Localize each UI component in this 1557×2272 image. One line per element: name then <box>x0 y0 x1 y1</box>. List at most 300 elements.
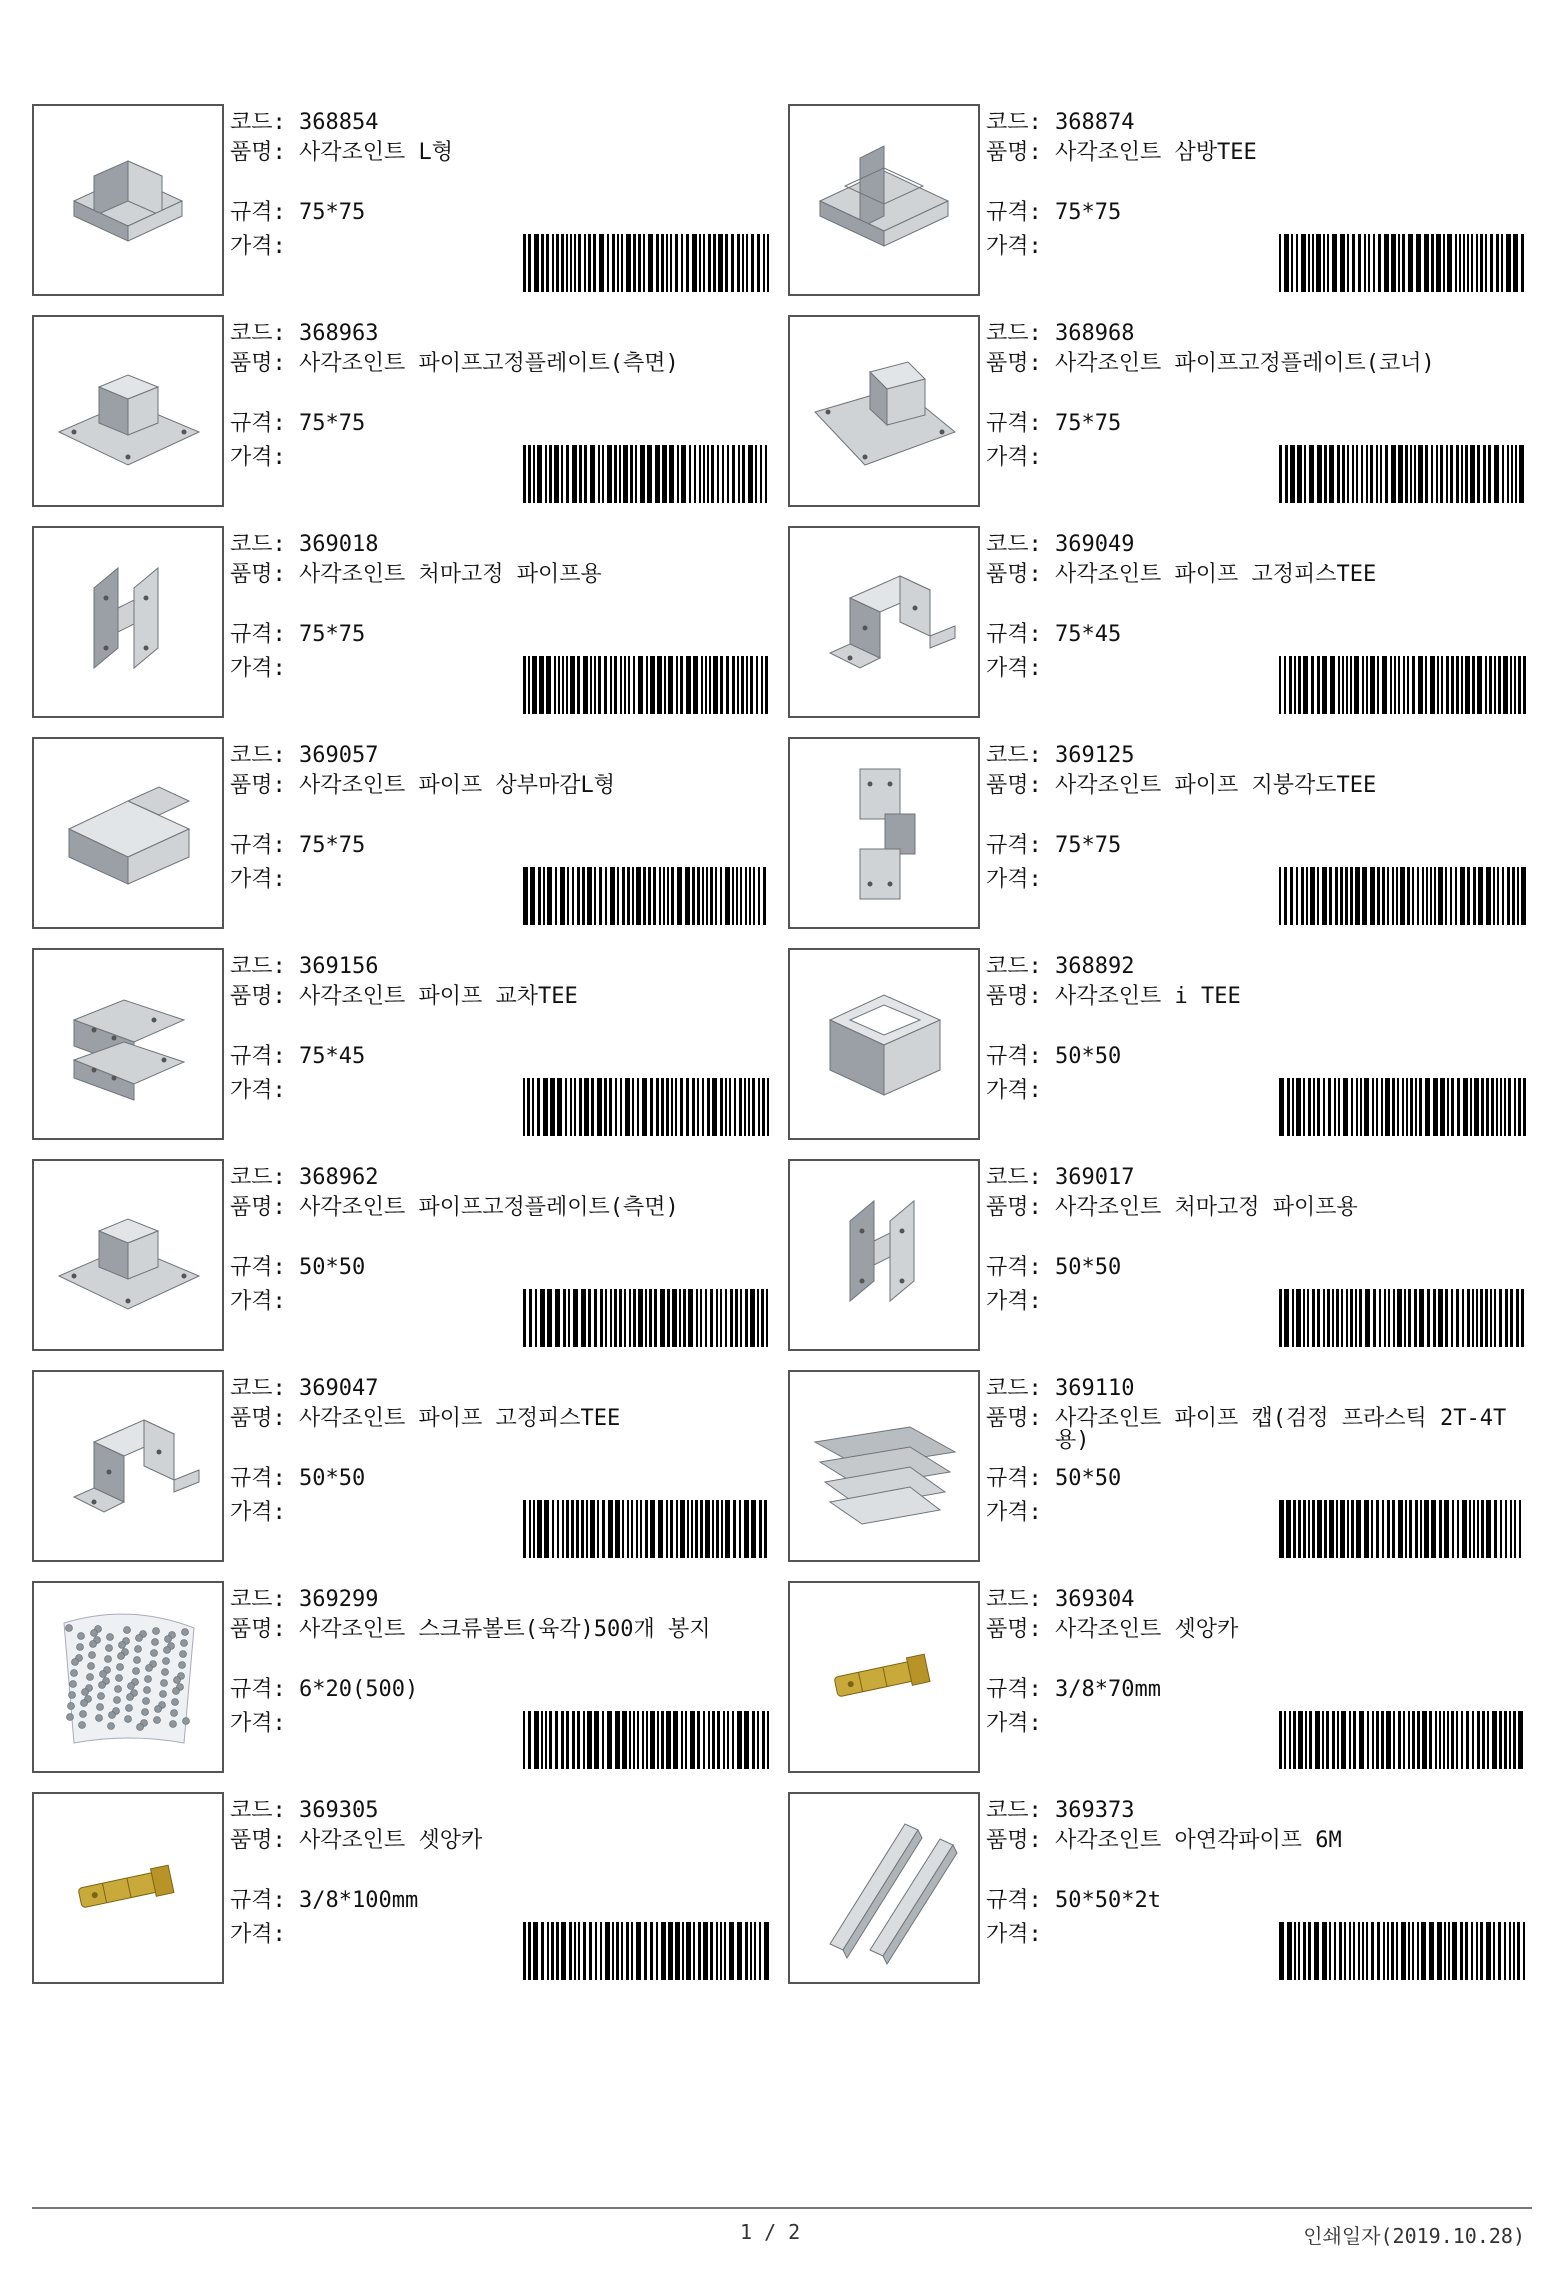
barcode-bar <box>1409 1500 1412 1558</box>
barcode-bar <box>1451 1289 1453 1347</box>
price-label: 가격: <box>230 656 299 681</box>
barcode-bar <box>671 867 674 925</box>
barcode-bar <box>1450 867 1452 925</box>
barcode-bar <box>1345 867 1348 925</box>
barcode <box>1279 1711 1527 1769</box>
barcode-bar <box>1507 445 1509 503</box>
product-image <box>32 1370 224 1562</box>
barcode-bar <box>604 1078 607 1136</box>
barcode-bar <box>594 867 596 925</box>
barcode-bar <box>727 1711 729 1769</box>
barcode-bar <box>1486 867 1491 925</box>
product-image <box>32 1581 224 1773</box>
product-name: 사각조인트 스크류볼트(육각)500개 봉지 <box>299 1617 711 1642</box>
barcode-bar <box>1513 1922 1515 1980</box>
barcode-bar <box>571 1500 574 1558</box>
barcode-bar <box>1296 234 1298 292</box>
product-spec: 75*75 <box>299 411 366 436</box>
barcode <box>1279 1500 1527 1558</box>
barcode-bar <box>1398 1500 1403 1558</box>
barcode-bar <box>755 445 757 503</box>
barcode-bar <box>1354 656 1359 714</box>
barcode-bar <box>1310 867 1315 925</box>
barcode-bar <box>1365 1289 1370 1347</box>
barcode-bar <box>545 445 547 503</box>
barcode-bar <box>537 1500 542 1558</box>
barcode-bar <box>1496 1078 1498 1136</box>
barcode-bar <box>1511 445 1513 503</box>
barcode-bar <box>749 867 751 925</box>
barcode-bar <box>1430 656 1435 714</box>
product-row <box>32 315 1532 507</box>
product-image <box>32 526 224 718</box>
barcode-bar <box>1368 234 1370 292</box>
product-spec-line <box>230 1253 365 1283</box>
barcode-bar <box>1303 1078 1305 1136</box>
barcode-bar <box>1362 656 1364 714</box>
barcode-bar <box>707 445 709 503</box>
barcode-bar <box>577 867 580 925</box>
spec-label: 규격: <box>230 1044 299 1069</box>
product-price-line <box>230 1076 299 1106</box>
barcode-bar <box>637 1711 639 1769</box>
barcode-bar <box>643 867 646 925</box>
product-price-line <box>986 865 1055 895</box>
barcode-bar <box>1408 1922 1410 1980</box>
barcode-bar <box>1303 1500 1306 1558</box>
barcode-bar <box>549 445 552 503</box>
barcode-bar <box>653 867 656 925</box>
barcode-bar <box>1377 867 1380 925</box>
product-card <box>788 1581 1533 1773</box>
barcode-bar <box>645 1289 647 1347</box>
barcode-bar <box>1351 1078 1353 1136</box>
barcode-bar <box>1398 234 1400 292</box>
product-code-line <box>986 1585 1134 1615</box>
barcode-bar <box>1371 1500 1373 1558</box>
barcode-bar <box>661 1711 664 1769</box>
barcode-bar <box>692 234 697 292</box>
barcode-bar <box>633 656 635 714</box>
barcode-bar <box>753 867 755 925</box>
barcode-bar <box>632 1078 634 1136</box>
barcode-bar <box>1284 234 1289 292</box>
barcode-bar <box>532 656 537 714</box>
barcode-bar <box>1471 1922 1473 1980</box>
barcode-bar <box>1477 1711 1480 1769</box>
product-info <box>986 1581 1526 1773</box>
barcode-bar <box>686 1922 691 1980</box>
price-label: 가격: <box>230 445 299 470</box>
barcode-bar <box>1514 1500 1516 1558</box>
barcode-bar <box>624 1289 626 1347</box>
barcode-bar <box>604 656 607 714</box>
barcode-bar <box>577 1711 580 1769</box>
barcode-bar <box>1455 234 1457 292</box>
barcode-bar <box>1284 1711 1286 1769</box>
barcode-bar <box>734 1078 736 1136</box>
barcode-bar <box>661 1078 664 1136</box>
barcode-bar <box>1480 1922 1483 1980</box>
barcode-bar <box>676 656 678 714</box>
product-image <box>788 948 980 1140</box>
product-card <box>32 948 777 1140</box>
product-code-line <box>230 1585 378 1615</box>
barcode-bar <box>588 234 591 292</box>
barcode-bar <box>1436 445 1438 503</box>
barcode-bar <box>610 867 615 925</box>
barcode-bar <box>666 1078 669 1136</box>
barcode-bar <box>1323 1289 1325 1347</box>
barcode-bar <box>762 1711 765 1769</box>
barcode-bar <box>1510 1289 1513 1347</box>
price-label: 가격: <box>986 1500 1055 1525</box>
barcode-bar <box>1431 1500 1436 1558</box>
barcode-bar <box>1324 1500 1327 1558</box>
code-label: 코드: <box>230 1798 299 1823</box>
product-name: 사각조인트 L형 <box>299 140 454 165</box>
barcode-bar <box>1498 1922 1501 1980</box>
barcode-bar <box>1290 867 1293 925</box>
i-tee-icon <box>790 950 978 1138</box>
barcode-bar <box>636 1922 641 1980</box>
barcode-bar <box>615 1500 620 1558</box>
name-label: 품명: <box>230 984 299 1009</box>
product-info <box>986 1370 1526 1562</box>
barcode-bar <box>1356 445 1358 503</box>
barcode-bar <box>1385 445 1388 503</box>
product-code-line <box>986 741 1134 771</box>
barcode-bar <box>1467 1289 1470 1347</box>
spec-label: 규격: <box>230 622 299 647</box>
spec-label: 규격: <box>230 1255 299 1280</box>
product-name-line <box>230 1826 770 1856</box>
product-image <box>788 1792 980 1984</box>
barcode-bar <box>1285 445 1288 503</box>
product-spec-line <box>986 1886 1161 1916</box>
barcode-bar <box>1523 656 1526 714</box>
barcode-bar <box>1451 1078 1454 1136</box>
product-price-line <box>230 443 299 473</box>
barcode-bar <box>523 656 526 714</box>
barcode-bar <box>1500 1500 1502 1558</box>
base-plate-icon <box>34 317 222 505</box>
barcode-bar <box>1416 234 1421 292</box>
barcode-bar <box>1340 867 1343 925</box>
barcode-bar <box>1292 1078 1294 1136</box>
name-label: 품명: <box>986 351 1055 376</box>
barcode-bar <box>677 867 682 925</box>
barcode-bar <box>1434 867 1436 925</box>
barcode-bar <box>1443 1711 1445 1769</box>
product-spec: 50*50 <box>1055 1466 1122 1491</box>
barcode-bar <box>627 1500 629 1558</box>
barcode-bar <box>1476 1289 1478 1347</box>
barcode-bar <box>650 1500 655 1558</box>
barcode-bar <box>600 1289 603 1347</box>
barcode-bar <box>681 445 686 503</box>
barcode-bar <box>745 1922 748 1980</box>
product-spec-line <box>230 409 365 439</box>
barcode-bar <box>1447 1711 1449 1769</box>
barcode-bar <box>555 1289 560 1347</box>
barcode-bar <box>723 1711 725 1769</box>
barcode-bar <box>1347 445 1349 503</box>
barcode-bar <box>709 656 711 714</box>
barcode-bar <box>612 1922 614 1980</box>
product-info <box>986 315 1526 507</box>
barcode-bar <box>1450 445 1453 503</box>
barcode-bar <box>1298 1500 1301 1558</box>
product-image <box>788 1581 980 1773</box>
barcode-bar <box>1476 234 1478 292</box>
barcode-bar <box>1514 656 1516 714</box>
barcode-bar <box>758 1078 760 1136</box>
barcode-bar <box>1457 1500 1459 1558</box>
barcode-bar <box>546 234 549 292</box>
barcode-bar <box>666 1500 668 1558</box>
barcode-bar <box>1324 445 1327 503</box>
barcode-bar <box>675 1078 677 1136</box>
barcode-bar <box>1347 1500 1349 1558</box>
barcode-bar <box>1467 234 1469 292</box>
barcode-bar <box>1470 445 1475 503</box>
product-spec-line <box>230 1464 365 1494</box>
barcode-bar <box>529 1500 531 1558</box>
barcode-bar <box>759 1500 762 1558</box>
barcode-bar <box>597 1500 599 1558</box>
screw-bag-icon <box>34 1583 222 1771</box>
barcode-bar <box>1462 1500 1467 1558</box>
product-card <box>32 1370 777 1562</box>
barcode-bar <box>566 234 568 292</box>
barcode-bar <box>692 1078 695 1136</box>
product-card <box>788 1159 1533 1351</box>
code-label: 코드: <box>986 110 1055 135</box>
barcode-bar <box>1332 1289 1334 1347</box>
product-card <box>788 526 1533 718</box>
barcode-bar <box>1466 1711 1469 1769</box>
barcode-bar <box>1485 656 1487 714</box>
barcode-bar <box>628 656 630 714</box>
barcode-bar <box>1312 1500 1315 1558</box>
product-row <box>32 737 1532 929</box>
barcode-bar <box>1391 234 1396 292</box>
barcode-bar <box>621 234 623 292</box>
barcode-bar <box>569 1922 572 1980</box>
barcode-bar <box>1439 1500 1442 1558</box>
barcode-bar <box>1415 1078 1417 1136</box>
pipe-cap-icon <box>790 1372 978 1560</box>
product-image <box>788 104 980 296</box>
barcode-bar <box>1517 1922 1520 1980</box>
barcode-bar <box>1383 1922 1385 1980</box>
barcode-bar <box>1362 1922 1364 1980</box>
spec-label: 규격: <box>230 1888 299 1913</box>
barcode-bar <box>615 1078 617 1136</box>
barcode-bar <box>750 1289 755 1347</box>
barcode-bar <box>1397 1078 1399 1136</box>
barcode-bar <box>710 1922 713 1980</box>
barcode-bar <box>680 656 683 714</box>
barcode-bar <box>1364 1078 1369 1136</box>
product-code-line <box>230 1163 378 1193</box>
code-label: 코드: <box>986 954 1055 979</box>
barcode-bar <box>752 1078 755 1136</box>
barcode-bar <box>1360 1078 1362 1136</box>
barcode-bar <box>534 1711 539 1769</box>
barcode-bar <box>1298 656 1301 714</box>
name-label: 품명: <box>230 1617 299 1642</box>
name-label: 품명: <box>986 140 1055 165</box>
barcode-bar <box>695 1500 698 1558</box>
product-code: 369017 <box>1055 1165 1135 1190</box>
barcode-bar <box>1330 656 1335 714</box>
product-image <box>32 1159 224 1351</box>
product-name-line <box>230 1615 770 1645</box>
barcode <box>523 1289 771 1347</box>
barcode-bar <box>666 1711 671 1769</box>
barcode-bar <box>602 1500 605 1558</box>
barcode-bar <box>1463 1078 1468 1136</box>
code-label: 코드: <box>986 1798 1055 1823</box>
barcode-bar <box>660 1289 665 1347</box>
barcode-bar <box>763 867 766 925</box>
barcode-bar <box>1483 445 1486 503</box>
product-name-line <box>230 560 770 590</box>
barcode-bar <box>1337 445 1340 503</box>
barcode-bar <box>1356 1500 1361 1558</box>
barcode-bar <box>648 234 653 292</box>
barcode-bar <box>662 445 667 503</box>
barcode-bar <box>1477 445 1480 503</box>
barcode-bar <box>623 445 628 503</box>
barcode-bar <box>646 1711 648 1769</box>
barcode-bar <box>1477 1500 1479 1558</box>
barcode-bar <box>1303 1289 1305 1347</box>
barcode-bar <box>1451 656 1454 714</box>
barcode-bar <box>1391 1922 1394 1980</box>
barcode-bar <box>767 234 769 292</box>
product-card <box>32 737 777 929</box>
product-spec: 50*50 <box>299 1255 366 1280</box>
spec-label: 규격: <box>986 1888 1055 1913</box>
barcode-bar <box>756 656 758 714</box>
product-row <box>32 526 1532 718</box>
barcode-bar <box>730 1289 733 1347</box>
barcode-bar <box>579 1078 582 1136</box>
product-card <box>788 948 1533 1140</box>
product-spec: 50*50 <box>1055 1255 1122 1280</box>
product-spec-line <box>230 620 365 650</box>
barcode-bar <box>1480 234 1483 292</box>
barcode-bar <box>1467 867 1470 925</box>
barcode-bar <box>1326 1711 1329 1769</box>
barcode-bar <box>700 1289 702 1347</box>
spec-label: 규격: <box>986 200 1055 225</box>
product-code-line <box>230 319 378 349</box>
barcode-bar <box>737 234 740 292</box>
code-label: 코드: <box>230 321 299 346</box>
barcode-bar <box>1398 445 1403 503</box>
barcode-bar <box>1496 234 1499 292</box>
barcode-bar <box>619 1289 622 1347</box>
spec-label: 규격: <box>230 833 299 858</box>
product-spec: 6*20(500) <box>299 1677 419 1702</box>
barcode-bar <box>1370 867 1375 925</box>
barcode-bar <box>600 1922 602 1980</box>
product-info <box>986 526 1526 718</box>
barcode-bar <box>566 445 569 503</box>
barcode-bar <box>584 1078 589 1136</box>
barcode-bar <box>737 1711 742 1769</box>
barcode-bar <box>1358 1922 1360 1980</box>
barcode-bar <box>1443 234 1445 292</box>
product-code: 368962 <box>299 1165 379 1190</box>
product-spec: 75*75 <box>299 622 366 647</box>
anchor-bolt-icon <box>34 1794 222 1982</box>
barcode-bar <box>705 656 707 714</box>
barcode-bar <box>716 1922 718 1980</box>
barcode-bar <box>640 1500 642 1558</box>
barcode-bar <box>570 656 575 714</box>
barcode-bar <box>1402 234 1405 292</box>
barcode-bar <box>675 1922 680 1980</box>
barcode-bar <box>1317 867 1319 925</box>
barcode-bar <box>1492 1711 1497 1769</box>
product-spec-line <box>986 620 1121 650</box>
product-image <box>788 1370 980 1562</box>
product-name: 사각조인트 파이프 고정피스TEE <box>299 1406 621 1431</box>
u-bracket-icon <box>34 1372 222 1560</box>
barcode-bar <box>633 1289 636 1347</box>
barcode-bar <box>750 656 753 714</box>
barcode-bar <box>572 1711 575 1769</box>
barcode-bar <box>528 445 531 503</box>
barcode-bar <box>1386 1711 1391 1769</box>
barcode-bar <box>759 1922 761 1980</box>
barcode-bar <box>686 234 689 292</box>
barcode-bar <box>693 1922 695 1980</box>
barcode-bar <box>1322 867 1327 925</box>
barcode-bar <box>594 1711 599 1769</box>
barcode-bar <box>574 1078 576 1136</box>
product-spec: 75*75 <box>1055 200 1122 225</box>
product-spec: 50*50 <box>1055 1044 1122 1069</box>
barcode-bar <box>535 1289 537 1347</box>
name-label: 품명: <box>230 1828 299 1853</box>
barcode-bar <box>541 1922 544 1980</box>
product-code-line <box>986 108 1134 138</box>
barcode <box>523 1711 771 1769</box>
name-label: 품명: <box>230 562 299 587</box>
name-label: 품명: <box>986 1617 1055 1642</box>
product-spec-line <box>230 1675 418 1705</box>
product-info <box>230 948 770 1140</box>
barcode-bar <box>1505 1289 1508 1347</box>
barcode-bar <box>1414 1289 1417 1347</box>
barcode-bar <box>527 1078 530 1136</box>
barcode-bar <box>1473 867 1476 925</box>
product-code-line <box>230 108 378 138</box>
product-code-line <box>986 319 1134 349</box>
barcode-bar <box>1332 1711 1335 1769</box>
barcode-bar <box>673 1711 678 1769</box>
barcode-bar <box>1341 1289 1343 1347</box>
barcode-bar <box>712 1711 715 1769</box>
barcode-bar <box>1412 1711 1415 1769</box>
barcode-bar <box>1487 1711 1489 1769</box>
